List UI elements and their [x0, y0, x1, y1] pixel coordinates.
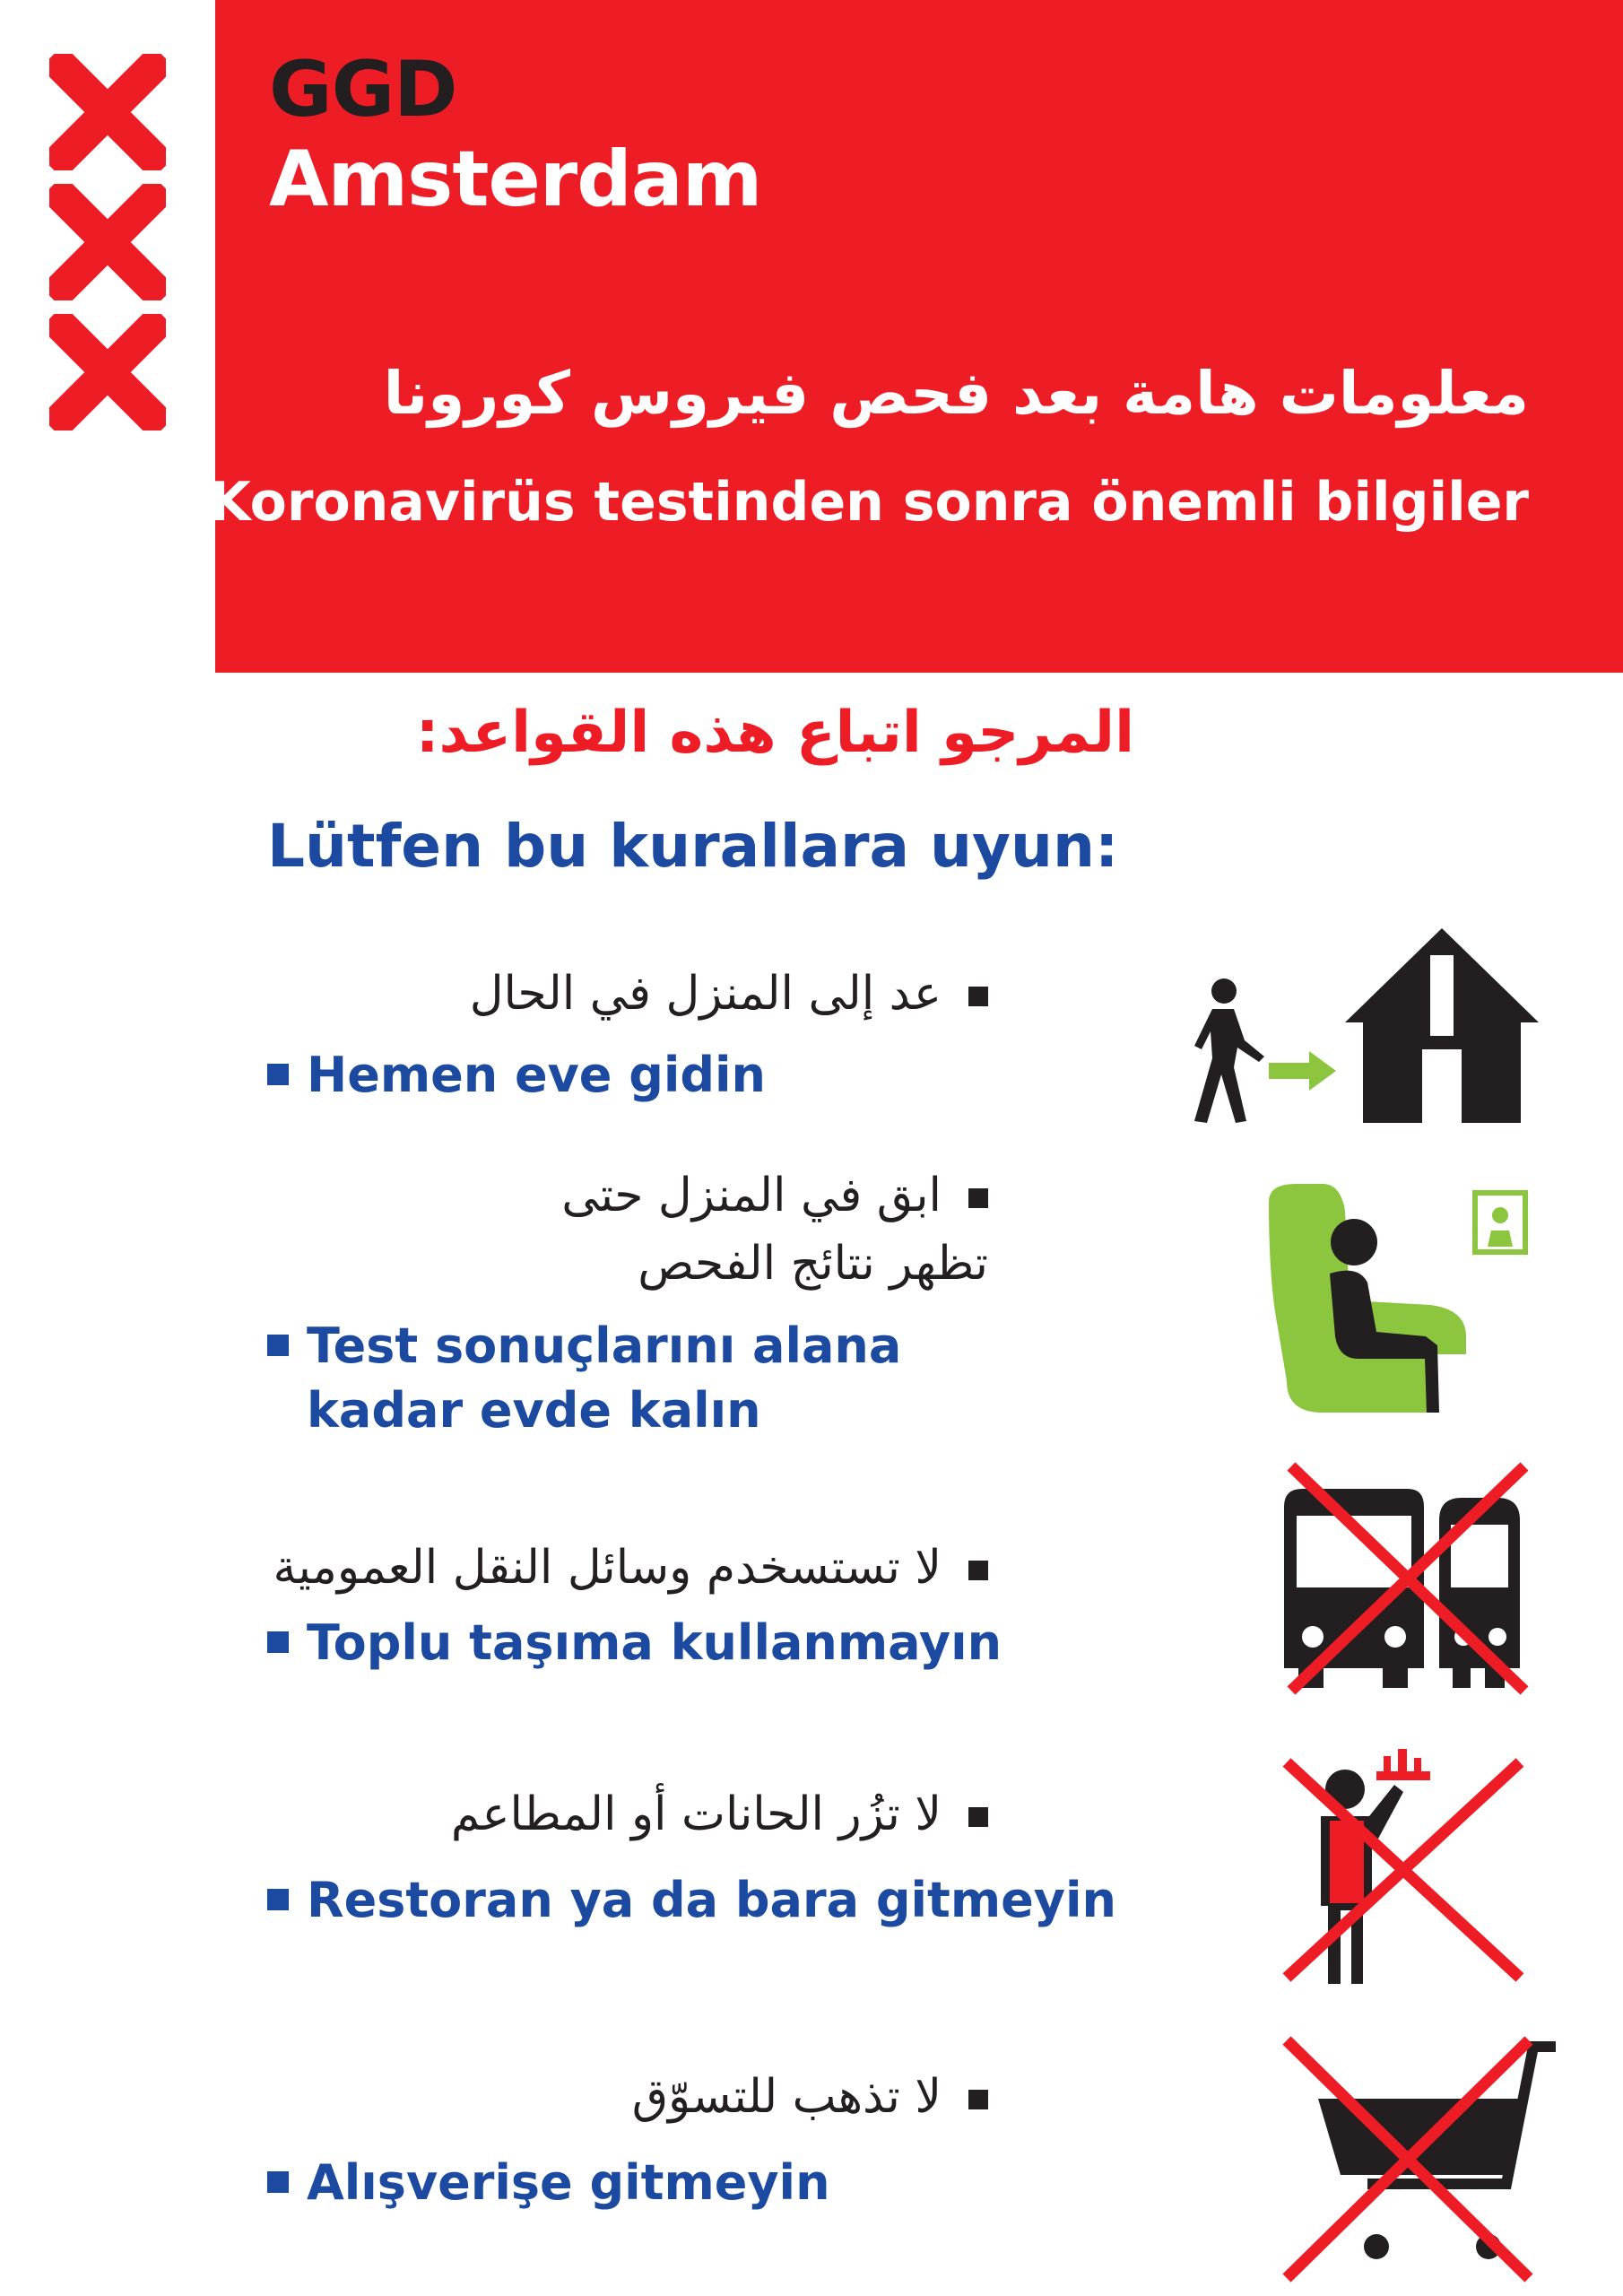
rule-3-arabic: لا تستسخدم وسائل النقل العمومية — [273, 1534, 988, 1602]
bullet-icon — [267, 1335, 289, 1356]
rule-3-turkish: Toplu taşıma kullanmayın — [267, 1611, 1002, 1675]
stay-home-armchair-icon — [1260, 1175, 1529, 1426]
rule-5-turkish: Alışverişe gitmeyin — [267, 2151, 830, 2215]
bullet-icon — [968, 1561, 988, 1580]
bullet-icon — [267, 1889, 289, 1910]
intro-arabic: المرجو اتباع هذه القواعد: — [415, 700, 1134, 766]
rule-4-arabic: لا تزُر الحانات أو المطاعم — [451, 1780, 988, 1848]
rule-4-turkish: Restoran ya da bara gitmeyin — [267, 1868, 1116, 1933]
bullet-icon — [968, 1807, 988, 1827]
bullet-icon — [267, 2171, 289, 2193]
rule-5-arabic: لا تذهب للتسوّق — [632, 2063, 988, 2131]
no-restaurant-icon — [1278, 1749, 1538, 1991]
org-name-ggd: GGD — [269, 45, 457, 135]
bullet-icon — [267, 1631, 289, 1653]
rule-2-arabic: ابق في المنزل حتى تظهر نتائج الفحص — [561, 1169, 988, 1291]
rule-2-turkish: Test sonuçlarını alana kadar evde kalın — [267, 1314, 901, 1443]
no-public-transport-icon — [1273, 1453, 1542, 1704]
rule-1-arabic: عد إلى المنزل في الحال — [470, 960, 988, 1028]
bullet-icon — [968, 987, 988, 1006]
andreas-cross-icon — [49, 184, 166, 300]
title-arabic: معلومات هامة بعد فحص فيروس كورونا — [383, 359, 1529, 428]
org-name-amsterdam: Amsterdam — [269, 135, 762, 224]
go-home-icon — [1175, 924, 1542, 1130]
title-turkish: Koronavirüs testinden sonra önemli bilgiler — [209, 471, 1529, 534]
bullet-icon — [267, 1064, 289, 1085]
bullet-icon — [968, 1188, 988, 1208]
bullet-icon — [968, 2090, 988, 2109]
andreas-cross-icon — [49, 314, 166, 430]
no-shopping-icon — [1278, 2027, 1565, 2287]
intro-turkish: Lütfen bu kurallara uyun: — [267, 812, 1119, 881]
andreas-cross-icon — [49, 54, 166, 170]
rule-1-turkish: Hemen eve gidin — [267, 1043, 766, 1108]
